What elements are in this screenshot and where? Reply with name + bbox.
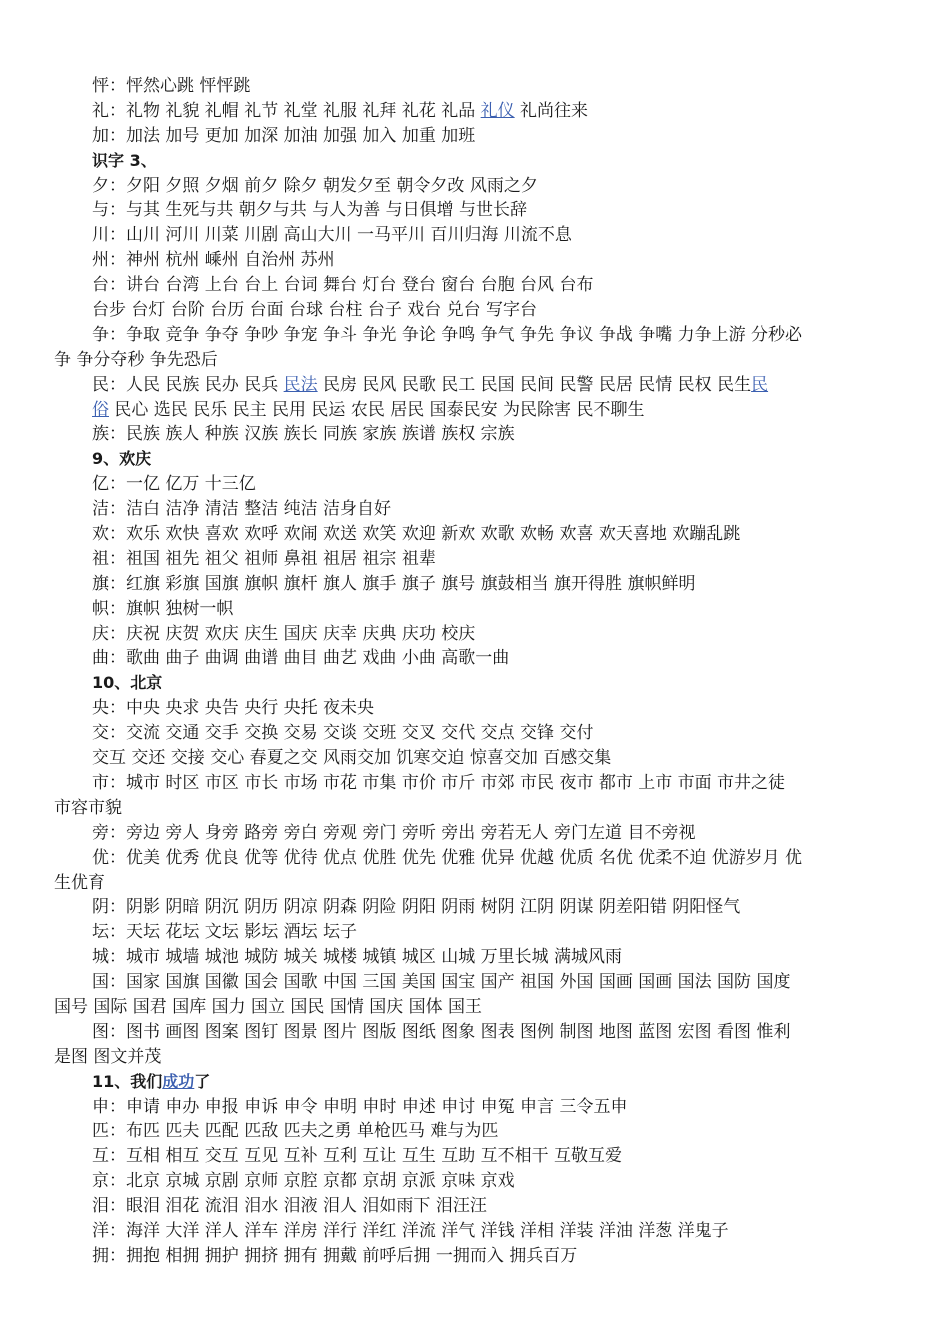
line-text: 是图 图文并茂 [54,1046,162,1067]
line-text: 图：图书 画图 图案 图钉 图景 图片 图版 图纸 图象 图表 图例 制图 地图 蓝图 宏图 看图 惟利 [92,1021,791,1042]
vocab-line [0,1169,950,1194]
vocab-line [0,1095,950,1120]
line-text: 交互 交还 交接 交心 春夏之交 风雨交加 饥寒交迫 惊喜交加 百感交集 [92,748,612,769]
vocab-line [0,398,950,423]
section-heading [0,447,950,472]
vocab-line [0,721,950,746]
line-text: 国：国家 国旗 国徽 国会 国歌 中国 三国 美国 国宝 国产 祖国 外国 国画 国画 国法 国防 国度 [92,972,791,993]
vocab-line [0,945,950,970]
vocab-line [0,796,950,821]
vocab-line [0,771,950,796]
vocab-line [0,198,950,223]
line-text-segment: 民房 民风 民歌 民工 民国 民间 民警 民居 民情 民权 民生 [317,374,752,395]
vocab-line [0,970,950,995]
vocab-line [0,223,950,248]
hyperlink[interactable]: 礼仪 [480,100,515,121]
line-text: 曲：歌曲 曲子 曲调 曲谱 曲目 曲艺 戏曲 小曲 高歌一曲 [92,648,510,669]
line-text: 市：城市 时区 市区 市长 市场 市花 市集 市价 市斤 市郊 市民 夜市 都市 上市 市面 市井之徒 [92,772,786,793]
line-text: 洁：洁白 洁净 清洁 整洁 纯洁 洁身自好 [92,499,392,520]
line-text: 台步 台灯 台阶 台历 台面 台球 台柱 台子 戏台 兑台 写字台 [92,300,538,321]
line-text: 亿：一亿 亿万 十三亿 [92,474,256,495]
line-text: 与：与其 生死与共 朝夕与共 与人为善 与日俱增 与世长辞 [92,200,528,221]
line-text: 京：北京 京城 京剧 京师 京腔 京都 京胡 京派 京味 京戏 [92,1171,515,1192]
vocab-line [0,99,950,124]
line-text [92,1072,210,1091]
vocab-line [0,348,950,373]
line-text: 川：山川 河川 川菜 川剧 高山大川 一马平川 百川归海 川流不息 [92,225,572,246]
vocab-line [0,1119,950,1144]
vocab-line [0,746,950,771]
vocab-line [0,646,950,671]
line-text [92,400,644,420]
vocab-line [0,1144,950,1169]
line-text: 互：互相 相互 交互 互见 互补 互利 互让 互生 互助 互不相干 互敬互爱 [92,1146,623,1167]
vocab-line [0,522,950,547]
line-text: 欢：欢乐 欢快 喜欢 欢呼 欢闹 欢送 欢笑 欢迎 新欢 欢歌 欢畅 欢喜 欢天喜地 欢蹦乱跳 [92,524,741,545]
line-text: 优：优美 优秀 优良 优等 优待 优点 优胜 优先 优雅 优异 优越 优质 名优 优柔不迫 优游岁月 优 [92,847,803,868]
vocab-line [0,1194,950,1219]
vocab-line [0,846,950,871]
vocab-line [0,895,950,920]
vocab-line [0,1244,950,1269]
line-text: 加：加法 加号 更加 加深 加油 加强 加入 加重 加班 [92,125,476,146]
section-heading [0,149,950,174]
vocab-line [0,323,950,348]
line-text: 国号 国际 国君 国库 国力 国立 国民 国情 国庆 国体 国王 [54,996,483,1017]
vocab-line [0,248,950,273]
vocab-line [0,422,950,447]
line-text: 9、欢庆 [92,449,152,469]
vocab-line [0,298,950,323]
section-heading [0,671,950,696]
line-text: 争：争取 竞争 争夺 争吵 争宠 争斗 争光 争论 争鸣 争气 争先 争议 争战 争嘴 力争上游 分秒必 [92,324,803,345]
vocab-line [0,273,950,298]
line-text: 生优育 [54,872,105,893]
line-text: 帜：旗帜 独树一帜 [92,598,234,619]
vocab-line [0,1020,950,1045]
line-text: 城：城市 城墙 城池 城防 城关 城楼 城镇 城区 山城 万里长城 满城风雨 [92,947,623,968]
line-text-segment: 11、我们 [92,1071,163,1091]
line-text: 10、北京 [92,673,163,693]
hyperlink[interactable]: 俗 [92,399,109,420]
document-body [0,74,950,1269]
line-text: 坛：天坛 花坛 文坛 影坛 酒坛 坛子 [92,922,358,943]
hyperlink[interactable]: 成功 [162,1071,195,1091]
line-text: 识字 3、 [92,150,157,170]
line-text: 交：交流 交通 交手 交换 交易 交谈 交班 交叉 交代 交点 交锋 交付 [92,723,594,744]
vocab-line [0,124,950,149]
vocab-line [0,871,950,896]
vocab-line [0,373,950,398]
line-text: 旗：红旗 彩旗 国旗 旗帜 旗杆 旗人 旗手 旗子 旗号 旗鼓相当 旗开得胜 旗帜鲜明 [92,573,696,594]
line-text: 拥：拥抱 相拥 拥护 拥挤 拥有 拥戴 前呼后拥 一拥而入 拥兵百万 [92,1245,578,1266]
vocab-line [0,174,950,199]
line-text-segment: 民心 选民 民乐 民主 民用 民运 农民 居民 国泰民安 为民除害 民不聊生 [109,399,645,420]
line-text-segment: 民：人民 民族 民办 民兵 [92,374,284,395]
line-text: 旁：旁边 旁人 身旁 路旁 旁白 旁观 旁门 旁听 旁出 旁若无人 旁门左道 目不旁视 [92,822,696,843]
line-text: 夕：夕阳 夕照 夕烟 前夕 除夕 朝发夕至 朝令夕改 风雨之夕 [92,175,538,196]
hyperlink[interactable]: 民 [751,374,769,395]
line-text: 泪：眼泪 泪花 流泪 泪水 泪液 泪人 泪如雨下 泪汪汪 [92,1196,487,1217]
line-text: 央：中央 央求 央告 央行 央托 夜未央 [92,698,375,719]
line-text-segment: 了 [194,1071,211,1091]
hyperlink[interactable]: 民法 [283,374,318,395]
line-text: 族：民族 族人 种族 汉族 族长 同族 家族 族谱 族权 宗族 [92,424,515,445]
section-heading [0,1070,950,1095]
vocab-line [0,920,950,945]
line-text: 怦：怦然心跳 怦怦跳 [92,76,251,96]
vocab-line [0,497,950,522]
vocab-line [0,1045,950,1070]
line-text: 州：神州 杭州 嵊州 自治州 苏州 [92,250,335,271]
line-text: 洋：海洋 大洋 洋人 洋车 洋房 洋行 洋红 洋流 洋气 洋钱 洋相 洋装 洋油 洋葱 洋鬼子 [92,1220,729,1241]
line-text: 阴：阴影 阴暗 阴沉 阴历 阴凉 阴森 阴险 阴阳 阴雨 树阴 江阴 阴谋 阴差阳错 阴阳怪气 [92,897,741,918]
line-text [92,101,588,121]
line-text: 申：申请 申办 申报 申诉 申令 申明 申时 申述 申讨 申冤 申言 三令五申 [92,1096,628,1117]
vocab-line [0,572,950,597]
vocab-line [0,995,950,1020]
vocab-line [0,821,950,846]
line-text: 台：讲台 台湾 上台 台上 台词 舞台 灯台 登台 窗台 台胞 台风 台布 [92,275,594,296]
line-text-segment: 礼尚往来 [514,100,589,121]
line-text: 争 争分夺秒 争先恐后 [54,349,218,370]
vocab-line [0,597,950,622]
line-text: 祖：祖国 祖先 祖父 祖师 鼻祖 祖居 祖宗 祖辈 [92,548,436,569]
line-text: 市容市貌 [54,797,122,818]
vocab-line [0,74,950,99]
line-text: 匹：布匹 匹夫 匹配 匹敌 匹夫之勇 单枪匹马 难与为匹 [92,1121,499,1142]
vocab-line [0,472,950,497]
line-text: 庆：庆祝 庆贺 欢庆 庆生 国庆 庆幸 庆典 庆功 校庆 [92,623,476,644]
vocab-line [0,1219,950,1244]
vocab-line [0,547,950,572]
line-text-segment: 礼：礼物 礼貌 礼帽 礼节 礼堂 礼服 礼拜 礼花 礼品 [92,100,481,121]
vocab-line [0,622,950,647]
vocab-line [0,696,950,721]
line-text [92,375,768,395]
